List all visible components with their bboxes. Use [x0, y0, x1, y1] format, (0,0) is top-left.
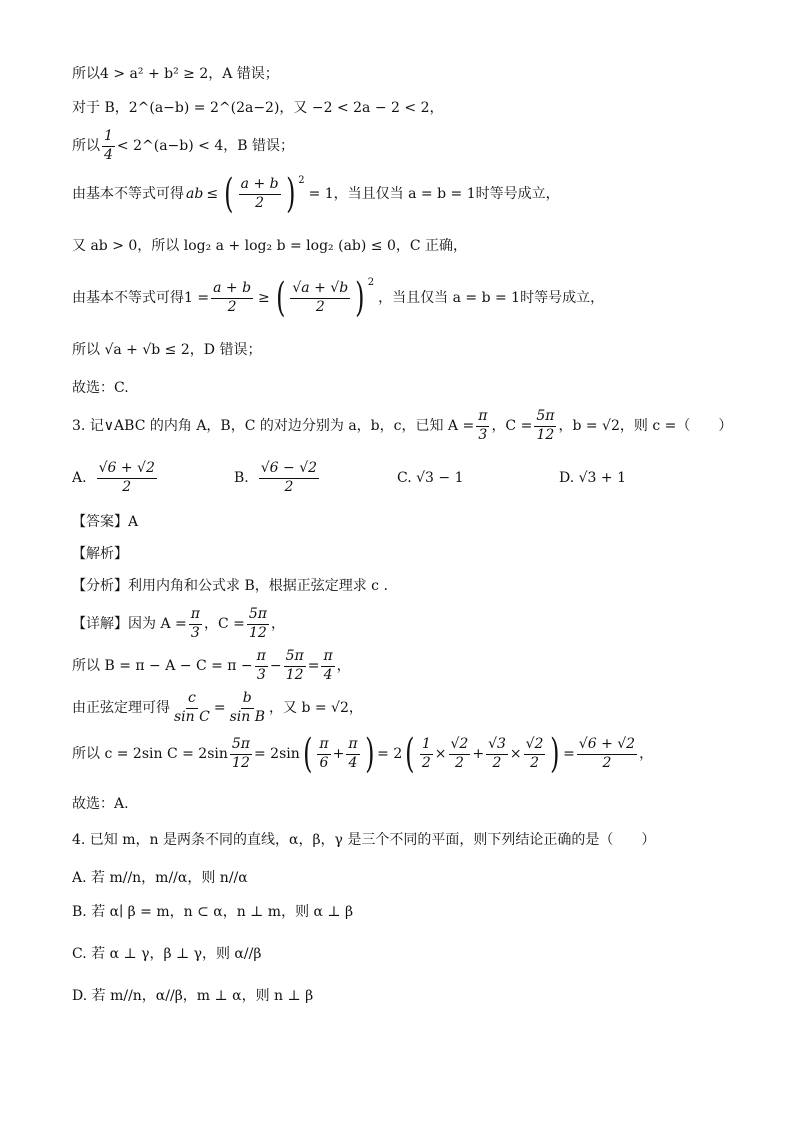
math-symbol: = [307, 657, 320, 674]
option-text: C. √3 − 1 [397, 469, 464, 486]
numerator: π [189, 606, 202, 625]
line-text: 所以 √a + √b ≤ 2，D 错误； [72, 342, 262, 358]
numerator: a + b [239, 176, 281, 195]
option-4b[interactable] [72, 904, 754, 921]
fraction [524, 736, 546, 772]
numerator: √a + √b [290, 280, 350, 299]
left-paren: ( [405, 731, 415, 777]
numerator: π [321, 648, 334, 667]
line-text: < 2^(a−b) < 4，B 错误； [116, 137, 294, 154]
numerator: a + b [211, 280, 253, 299]
option-d[interactable] [559, 470, 626, 487]
line-text: ，又 b = √2， [269, 699, 363, 716]
fraction [420, 736, 433, 772]
text-line [72, 796, 754, 813]
numerator: 5π [534, 408, 556, 427]
b-line [72, 648, 754, 684]
fraction [290, 280, 350, 316]
line-text: ，C = [491, 417, 533, 434]
denominator: 2 [255, 194, 265, 211]
line-text: 又 ab > 0，所以 log₂ a + log₂ b = log₂ (ab) ≤ 0，C 正确， [72, 238, 468, 254]
fraction [247, 606, 269, 642]
text-line: 由基本不等式可得 ab ≤ ( $\frac{a + b}{2}$ ) 2 = 1，当且仅当 a = b = 1时等号成立， [72, 171, 560, 217]
numerator: π [317, 736, 330, 755]
denominator: 2 [227, 298, 237, 315]
numerator: 1 [420, 736, 433, 755]
left-paren: ( [302, 731, 313, 777]
option-4c[interactable] [72, 946, 754, 963]
punct: ， [270, 615, 285, 632]
math-symbol: ≥ [258, 289, 270, 306]
exponent: 2 [367, 277, 375, 288]
math-symbol: = [213, 699, 226, 716]
numerator: π [255, 648, 268, 667]
line-text: = 1，当且仅当 a = b = 1时等号成立， [308, 185, 560, 202]
left-paren: ( [224, 171, 234, 217]
fraction [189, 606, 202, 642]
line-text: 【详解】因为 A = [72, 615, 187, 632]
fraction [346, 736, 359, 772]
denominator: 12 [285, 666, 304, 683]
math-symbol: × [434, 745, 447, 762]
option-a[interactable] [72, 460, 159, 496]
right-paren: ) [550, 731, 560, 777]
numerator: π [476, 408, 489, 427]
option-text: D. 若 m//n，α//β，m ⊥ α，则 n ⊥ β [72, 988, 314, 1004]
options-row [72, 458, 754, 498]
denominator: 2 [602, 754, 612, 771]
denominator: 4 [104, 146, 113, 163]
fraction [534, 408, 556, 444]
line-text: 3. 记∨ABC 的内角 A，B，C 的对边分别为 a，b，c，已知 A = [72, 417, 475, 434]
sine-law-line [72, 690, 754, 726]
fraction [211, 280, 253, 316]
option-b[interactable] [234, 460, 321, 496]
denominator: 2 [284, 478, 294, 495]
numerator: c [186, 690, 198, 709]
numerator: 5π [230, 736, 252, 755]
math-symbol: × [509, 745, 522, 762]
line-text: 由基本不等式可得1 = [72, 289, 210, 306]
denominator: 2 [122, 478, 132, 495]
fraction [486, 736, 508, 772]
line-text: 由基本不等式可得 [72, 185, 184, 202]
text-line [72, 66, 754, 83]
fraction [577, 736, 637, 772]
fraction [172, 690, 212, 726]
denominator: 12 [249, 624, 267, 641]
fraction [228, 690, 267, 726]
fraction [230, 736, 252, 772]
denominator: 2 [530, 754, 539, 771]
punct: ， [639, 745, 654, 762]
c-line [72, 731, 754, 777]
numerator: 5π [247, 606, 269, 625]
denominator: sin C [174, 708, 210, 725]
xiangjie-line [72, 606, 754, 642]
denominator: 6 [319, 754, 329, 771]
line-text: ，b = √2，则 c =（ ） [558, 417, 733, 434]
line-text: 所以 [72, 137, 100, 154]
fraction [97, 460, 157, 496]
fraction [102, 128, 115, 164]
denominator: 2 [454, 754, 464, 771]
line-text: 故选：A. [72, 796, 129, 812]
line-text: 所以4 > a² + b² ≥ 2，A 错误； [72, 66, 279, 82]
denominator: 3 [478, 426, 488, 443]
fenxi-text: 【分析】利用内角和公式求 B，根据正弦定理求 c . [72, 578, 388, 594]
option-text: C. 若 α ⊥ γ，β ⊥ γ，则 α//β [72, 946, 262, 962]
math-symbol: ≤ [206, 185, 219, 202]
numerator: 5π [284, 648, 306, 667]
left-paren: ( [275, 275, 286, 321]
numerator: √3 [486, 736, 508, 755]
denominator: 3 [190, 624, 200, 641]
question-text: 4. 已知 m，n 是两条不同的直线，α，β，γ 是三个不同的平面，则下列结论正确的是（ ） [72, 832, 656, 848]
numerator: √6 + √2 [577, 736, 637, 755]
denominator: sin B [229, 708, 265, 725]
text-line [72, 275, 754, 321]
line-text: ，C = [203, 615, 245, 632]
math-symbol: + [472, 745, 485, 762]
option-label: A. [72, 469, 87, 486]
analysis-heading [72, 546, 754, 563]
text-line [72, 380, 754, 397]
fenxi-line [72, 578, 754, 595]
fraction [255, 648, 268, 684]
math-symbol: − [269, 657, 282, 674]
option-4d[interactable] [72, 988, 754, 1005]
numerator: √2 [524, 736, 546, 755]
line-text: 故选：C. [72, 380, 129, 396]
option-text: A. 若 m//n，m//α，则 n//α [72, 870, 248, 886]
numerator: √6 + √2 [97, 460, 157, 479]
fraction [321, 648, 334, 684]
punct: ， [336, 657, 351, 674]
fraction [476, 408, 489, 444]
denominator: 2 [492, 754, 502, 771]
denominator: 12 [536, 426, 555, 443]
right-paren: ) [364, 731, 375, 777]
denominator: 4 [323, 666, 333, 683]
fraction [317, 736, 330, 772]
right-paren: ) [285, 171, 296, 217]
line-text: ，当且仅当 a = b = 1时等号成立， [378, 289, 605, 306]
line-text: 由正弦定理可得 [72, 699, 170, 716]
right-paren: ) [355, 275, 365, 321]
exponent: 2 [298, 175, 305, 186]
denominator: 4 [348, 754, 358, 771]
line-text: 所以 B = π − A − C = π − [72, 657, 253, 674]
math-symbol: = 2sin [254, 745, 300, 762]
option-text: B. 若 α∣ β = m，n ⊂ α，n ⊥ m，则 α ⊥ β [72, 904, 354, 920]
denominator: 3 [256, 666, 266, 683]
numerator: π [346, 736, 359, 755]
text-line [72, 128, 754, 164]
text-line [72, 342, 754, 359]
answer-line [72, 514, 754, 531]
text-line [72, 100, 754, 117]
option-c[interactable] [397, 470, 463, 487]
analysis-text: 【解析】 [72, 546, 128, 562]
numerator: b [241, 690, 254, 709]
denominator: 2 [421, 754, 431, 771]
numerator: √6 − √2 [259, 460, 319, 479]
option-4a[interactable] [72, 870, 754, 887]
option-label: B. [234, 469, 249, 486]
answer-text: 【答案】A [72, 514, 139, 530]
denominator: 12 [232, 754, 250, 771]
question-3 [72, 408, 754, 444]
fraction [284, 648, 306, 684]
question-4 [72, 832, 754, 849]
math-symbol: = [563, 745, 575, 762]
text-line [72, 238, 754, 255]
fraction [449, 736, 471, 772]
fraction [239, 176, 281, 212]
line-text: 对于 B，2^(a−b) = 2^(2a−2)，又 −2 < 2a − 2 < 2， [72, 100, 444, 116]
denominator: 2 [315, 298, 325, 315]
line-text: 所以 c = 2sin C = 2sin [72, 745, 228, 762]
math-symbol: + [332, 745, 345, 762]
option-text: D. √3 + 1 [559, 469, 626, 486]
numerator: 1 [102, 128, 115, 147]
math-symbol: = 2 [377, 745, 403, 762]
fraction [259, 460, 319, 496]
numerator: √2 [449, 736, 471, 755]
